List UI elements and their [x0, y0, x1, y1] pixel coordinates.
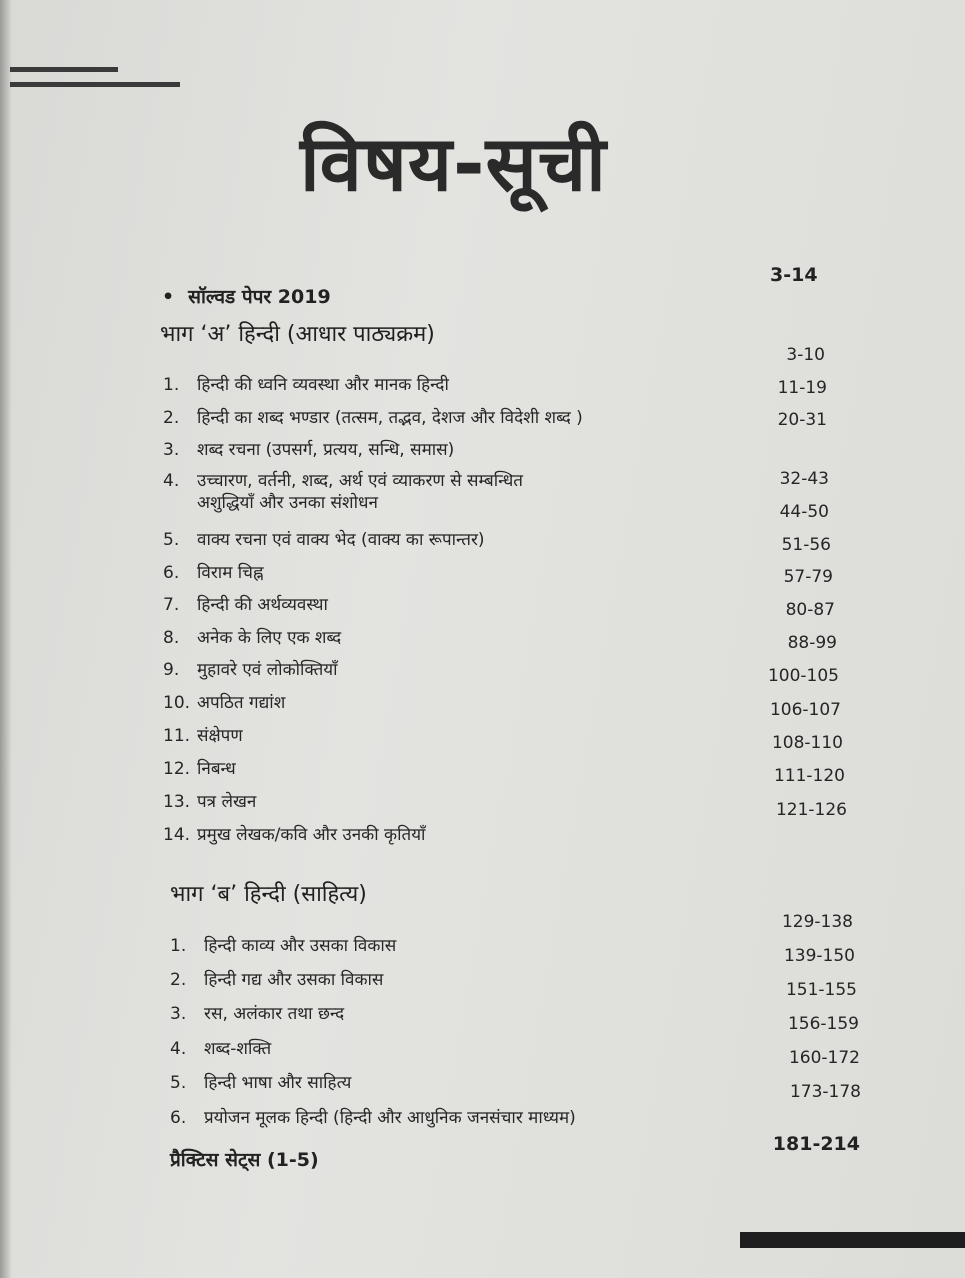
toc-label: संक्षेपण: [197, 726, 243, 746]
toc-row: [163, 625, 341, 648]
toc-row: [170, 967, 383, 990]
toc-num: 11.: [163, 726, 191, 746]
solved-paper-label: सॉल्वड पेपर 2019: [188, 286, 331, 308]
toc-pages: 151-155: [785, 980, 857, 1000]
toc-label: हिन्दी की ध्वनि व्यवस्था और मानक हिन्दी: [197, 375, 449, 395]
toc-num: 6.: [170, 1108, 187, 1128]
toc-pages: 51-56: [781, 535, 831, 555]
bullet-icon: •: [162, 286, 175, 308]
page-title: विषय-सूची: [300, 119, 607, 208]
toc-label: प्रयोजन मूलक हिन्दी (हिन्दी और आधुनिक जनसंचार माध्यम): [204, 1108, 576, 1128]
top-rule-long: [10, 82, 180, 87]
toc-num: 13.: [163, 792, 191, 812]
toc-label: हिन्दी काव्य और उसका विकास: [204, 936, 397, 956]
toc-num: 5.: [163, 530, 180, 550]
bottom-rule: [740, 1232, 965, 1248]
toc-row: [163, 756, 236, 779]
toc-num: 4.: [170, 1039, 187, 1059]
top-rule-short: [10, 67, 118, 72]
toc-pages: 129-138: [781, 912, 853, 932]
toc-pages: 156-159: [787, 1014, 859, 1034]
toc-pages: 111-120: [773, 766, 845, 786]
toc-row: [163, 437, 454, 460]
toc-label: पत्र लेखन: [197, 792, 257, 812]
toc-num: 2.: [163, 408, 180, 428]
toc-label: अशुद्धियाँ और उनका संशोधन: [197, 493, 378, 513]
toc-row: [170, 933, 396, 956]
toc-row: [163, 592, 328, 615]
toc-row: [163, 723, 243, 746]
toc-row: [163, 527, 485, 550]
toc-pages: 57-79: [783, 567, 833, 587]
toc-row: [163, 789, 256, 812]
toc-pages: 11-19: [777, 378, 827, 398]
solved-paper-pages: 3-14: [770, 264, 818, 286]
toc-label: अनेक के लिए एक शब्द: [197, 628, 342, 648]
toc-pages: 160-172: [788, 1048, 860, 1068]
toc-row: [163, 560, 264, 583]
practice-sets-label: प्रैक्टिस सेट्स (1-5): [170, 1149, 319, 1171]
toc-label: हिन्दी का शब्द भण्डार (तत्सम, तद्भव, देशज और विदेशी शब्द ): [197, 408, 583, 428]
toc-pages: 80-87: [785, 600, 835, 620]
toc-label: मुहावरे एवं लोकोक्तियाँ: [197, 660, 338, 680]
toc-num: 8.: [163, 628, 180, 648]
toc-label: शब्द रचना (उपसर्ग, प्रत्यय, सन्धि, समास): [197, 440, 455, 460]
toc-num: 6.: [163, 563, 180, 583]
toc-label: शब्द-शक्ति: [204, 1039, 272, 1059]
toc-row: [170, 1105, 576, 1128]
section-a-heading: भाग ‘अ’ हिन्दी (आधार पाठ्यक्रम): [160, 322, 435, 347]
toc-pages: 173-178: [789, 1082, 861, 1102]
toc-num: 2.: [170, 970, 187, 990]
toc-label: हिन्दी की अर्थव्यवस्था: [197, 595, 328, 615]
toc-label: अपठित गद्यांश: [197, 693, 286, 713]
toc-row: [163, 372, 449, 395]
toc-row: [170, 1070, 351, 1093]
toc-pages: 108-110: [771, 733, 843, 753]
section-b-heading: भाग ‘ब’ हिन्दी (साहित्य): [170, 882, 367, 907]
toc-num: 1.: [163, 375, 180, 395]
toc-label: रस, अलंकार तथा छन्द: [204, 1004, 345, 1024]
toc-row: [163, 822, 425, 845]
toc-pages: 44-50: [779, 502, 829, 522]
toc-label: हिन्दी गद्य और उसका विकास: [204, 970, 384, 990]
toc-pages: 100-105: [767, 666, 839, 686]
toc-pages: 121-126: [775, 800, 847, 820]
toc-num: 10.: [163, 693, 191, 713]
toc-label: विराम चिह्न: [197, 563, 264, 583]
toc-num: 7.: [163, 595, 180, 615]
toc-pages: 3-10: [786, 345, 825, 365]
toc-row: [163, 690, 285, 713]
toc-num: 1.: [170, 936, 187, 956]
toc-num: 3.: [163, 440, 180, 460]
toc-pages: 139-150: [783, 946, 855, 966]
toc-pages: 32-43: [779, 469, 829, 489]
toc-row: [170, 1036, 271, 1059]
toc-num: 14.: [163, 825, 191, 845]
solved-paper-entry: [162, 283, 331, 309]
toc-row: [163, 657, 338, 680]
toc-num: 3.: [170, 1004, 187, 1024]
toc-num: 12.: [163, 759, 191, 779]
toc-num: 4.: [163, 471, 180, 491]
toc-label: हिन्दी भाषा और साहित्य: [204, 1073, 352, 1093]
toc-label: उच्चारण, वर्तनी, शब्द, अर्थ एवं व्याकरण से सम्बन्धित: [197, 471, 523, 491]
page-edge-shadow: [0, 0, 12, 1278]
toc-label: निबन्ध: [197, 759, 236, 779]
toc-row: [170, 1001, 344, 1024]
toc-pages: 106-107: [769, 700, 841, 720]
toc-num: 5.: [170, 1073, 187, 1093]
toc-label: वाक्य रचना एवं वाक्य भेद (वाक्य का रूपान्तर): [197, 530, 485, 550]
practice-sets-pages: 181-214: [772, 1133, 860, 1155]
toc-row-continuation: [197, 490, 378, 513]
toc-pages: 20-31: [777, 410, 827, 430]
toc-num: 9.: [163, 660, 180, 680]
toc-label: प्रमुख लेखक/कवि और उनकी कृतियाँ: [197, 825, 426, 845]
toc-row: [163, 405, 583, 428]
toc-pages: 88-99: [787, 633, 837, 653]
toc-row: [163, 468, 523, 491]
